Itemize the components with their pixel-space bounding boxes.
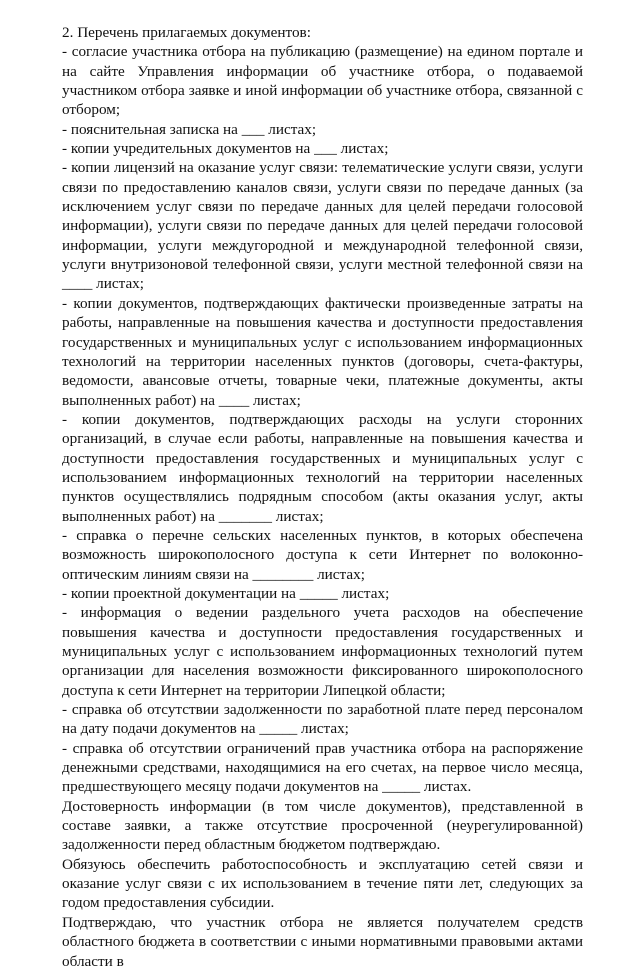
list-item-salary-debt: - справка об отсутствии задолженности по заработной плате перед персоналом на дату подачи документов на _____ листах; — [62, 701, 583, 738]
list-item-rural-settlements: - справка о перечне сельских населенных пунктов, в которых обеспечена возможность широкополосного доступа к сети Интернет по волоконно-оптическим линиям связи на ________ листах; — [62, 526, 583, 583]
list-item-founding-documents: - копии учредительных документов на ___ листах; — [62, 140, 389, 158]
section-heading: 2. Перечень прилагаемых документов: — [62, 24, 311, 41]
list-item-separate-accounting: - информация о ведении раздельного учета расходов на обеспечение повышения качества и доступности предоставления государственных и муниципальных услуг с использованием информационных технологий путем организации для населения возможности фиксированного широкополосного доступа к сети Интернет на территории Липецкой области; — [62, 604, 583, 699]
list-item-project-documentation: - копии проектной документации на _____ листах; — [62, 584, 390, 602]
list-item-consent: - согласие участника отбора на публикацию (размещение) на едином портале и на сайте Управления информации об участнике отбора, о подаваемой участником отбора заявке и иной информации об участнике отбора, связанной с отбором; — [62, 43, 583, 119]
paragraph-obligation: Обязуюсь обеспечить работоспособность и эксплуатацию сетей связи и оказание услуг связи с их использованием в течение пяти лет, следующих за годом предоставления субсидии. — [62, 855, 583, 912]
list-item-account-restrictions: - справка об отсутствии ограничений прав участника отбора на распоряжение денежными средствами, находящимися на его счетах, на первое число месяца, предшествующего месяцу подачи документов на _____ листах. — [62, 739, 583, 796]
paragraph-reliability: Достоверность информации (в том числе документов), представленной в составе заявки, а также отсутствие просроченной (неурегулированной) задолженности перед областным бюджетом подтверждаю. — [62, 797, 583, 854]
list-item-licenses: - копии лицензий на оказание услуг связи: телематические услуги связи, услуги связи по предоставлению каналов связи, услуги связи по передаче данных (за исключением услуг связи по передаче данных для целей передачи голосовой информации), услуги связи по передаче данных для целей передачи голосовой информации, услуги междугородной и международной телефонной связи, услуги внутризоновой телефонной связи, услуги местной телефонной связи на ____ листах; — [62, 159, 583, 293]
list-item-explanatory-note: - пояснительная записка на ___ листах; — [62, 120, 317, 138]
list-item-contractor-expenses: - копии документов, подтверждающих расходы на услуги сторонних организаций, в случае если работы, направленные на повышения качества и доступности предоставления государственных и муниципальных услуг с использованием информационных технологий на территории населенных пунктов осуществлялись подрядным способом (акты оказания услуг, акты выполненных работ) на _______ листах; — [62, 410, 583, 525]
list-item-cost-documents: - копии документов, подтверждающих фактически произведенные затраты на работы, направленные на повышения качества и доступности предоставления государственных и муниципальных услуг с использованием информационных технологий на территории населенных пунктов (договоры, счета-фактуры, ведомости, авансовые отчеты, товарные чеки, платежные документы, акты выполненных работ) на ____ листах; — [62, 294, 583, 409]
paragraph-confirmation: Подтверждаю, что участник отбора не является получателем средств областного бюджета в соответствии с иными нормативными правовыми актами области в — [62, 913, 583, 970]
